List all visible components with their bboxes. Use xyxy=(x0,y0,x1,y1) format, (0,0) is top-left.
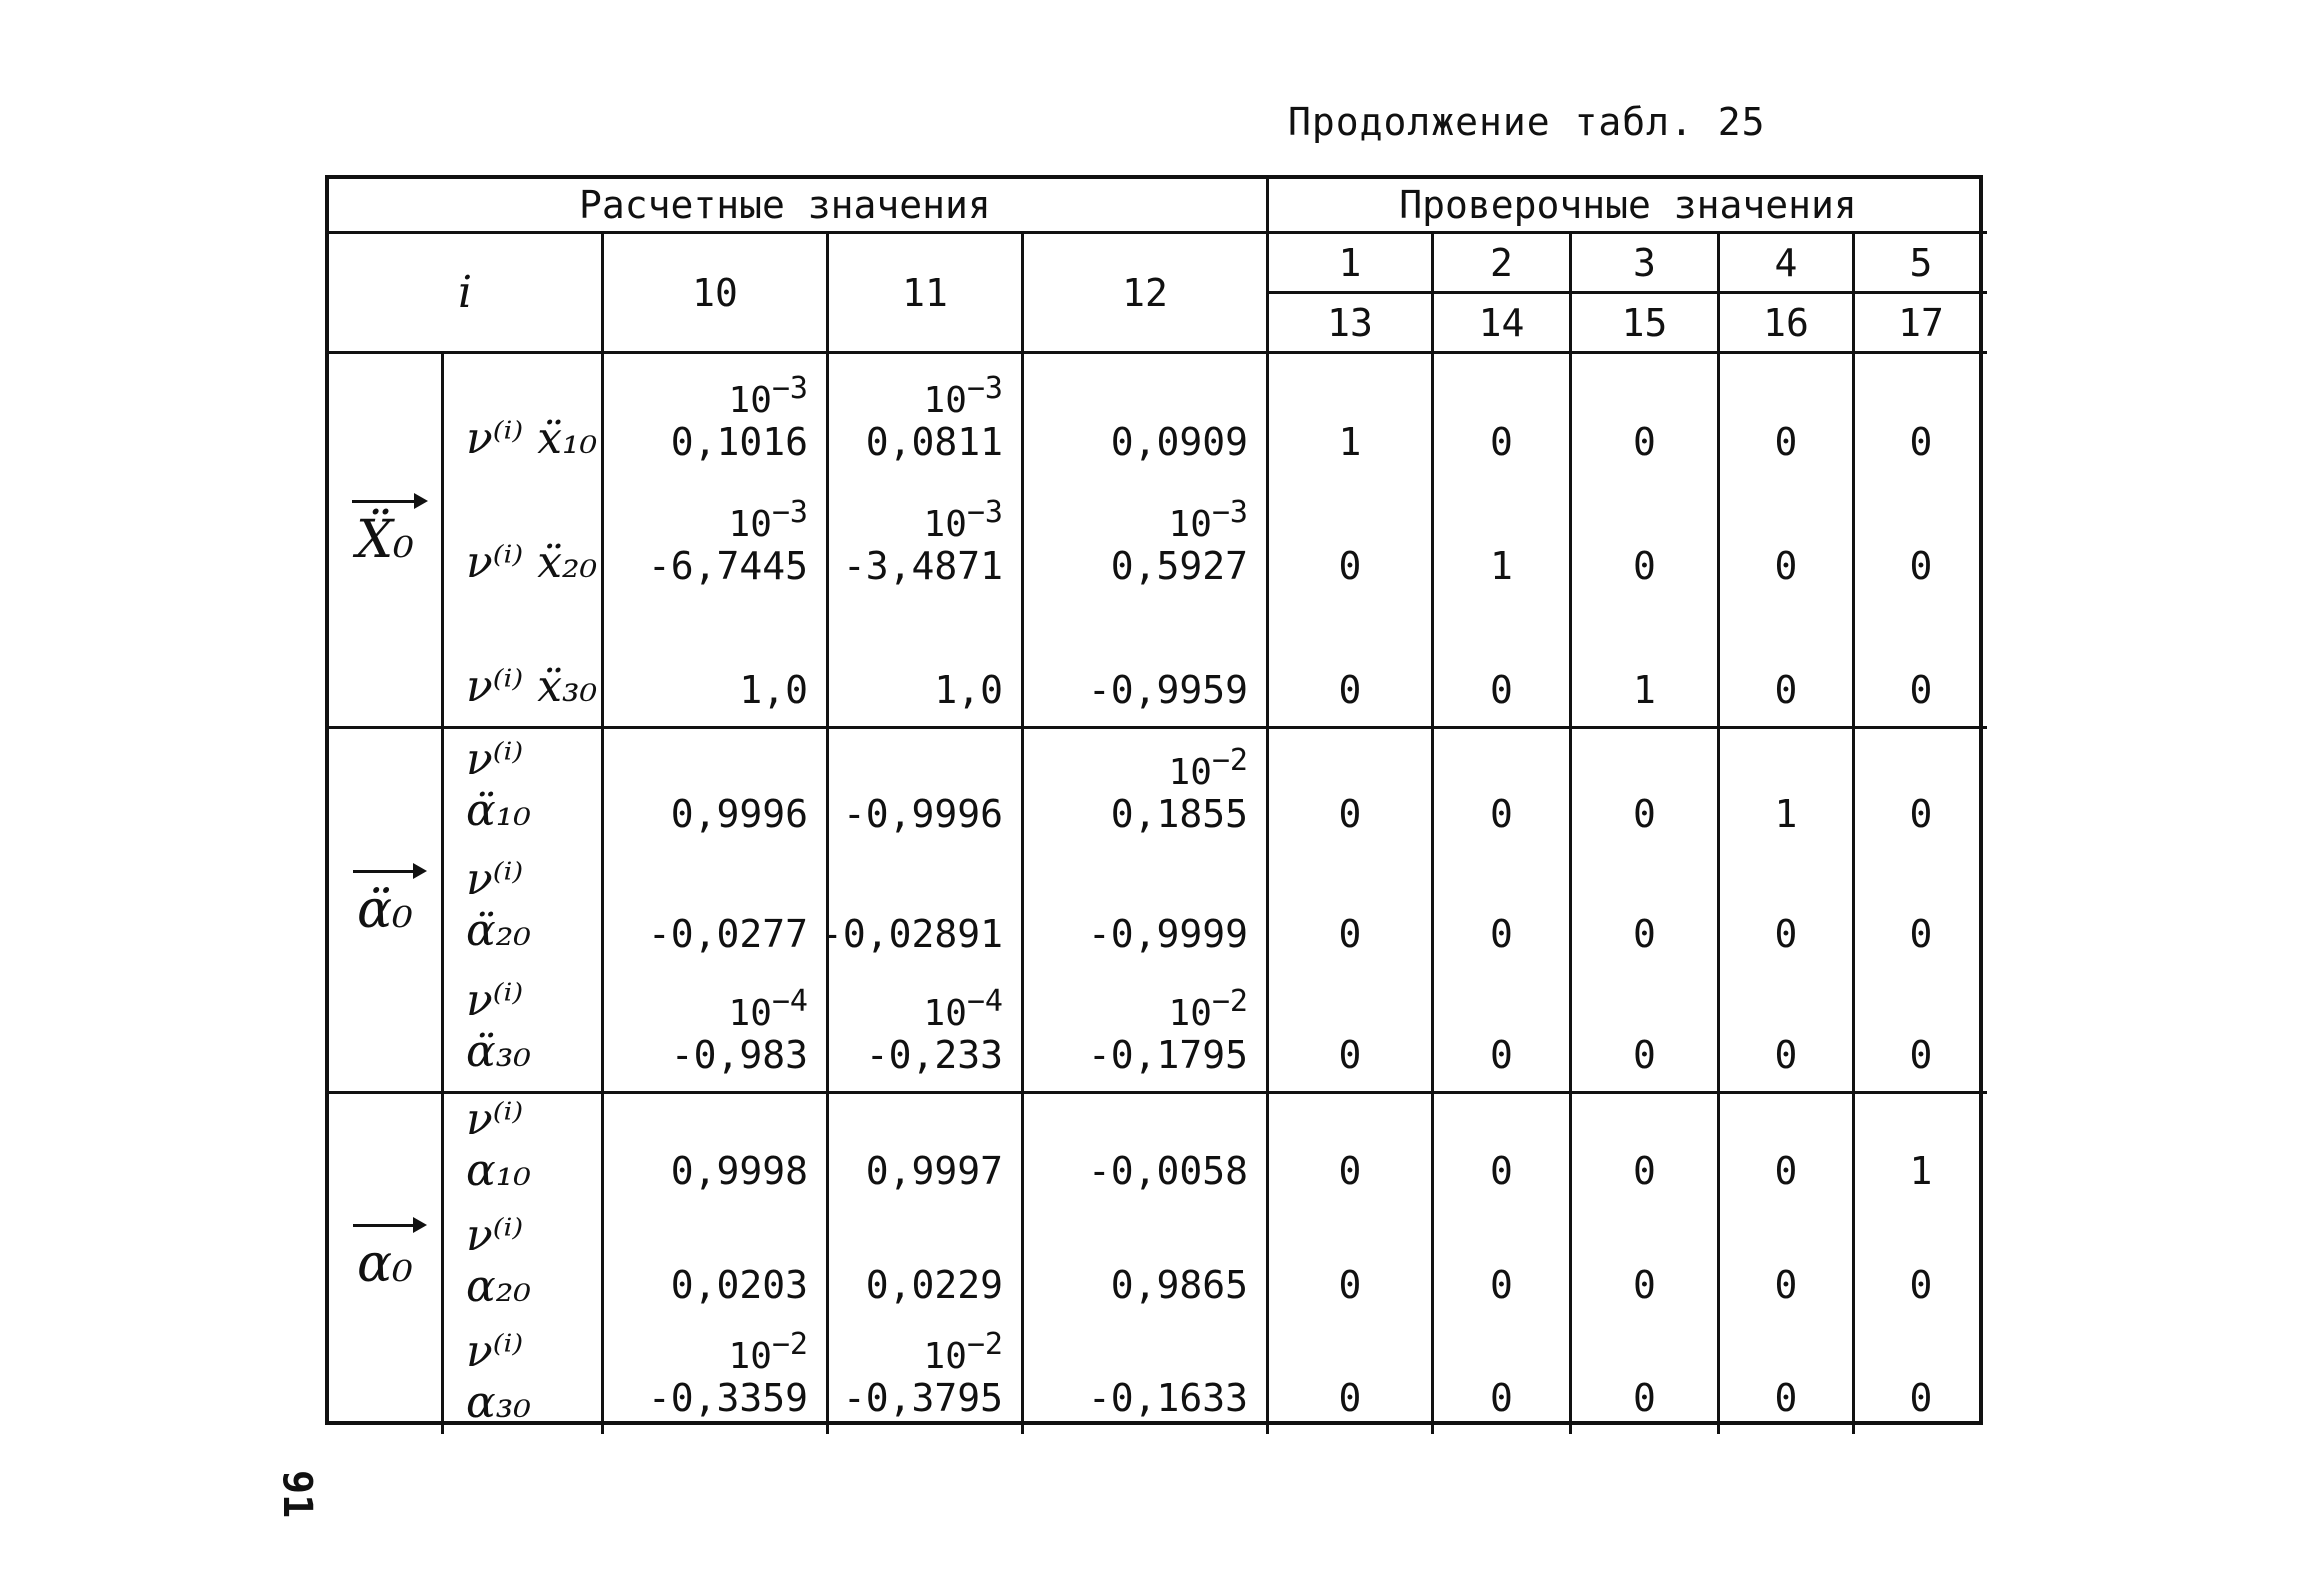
check-value: 0 xyxy=(1774,1262,1798,1307)
scale-power: −3 xyxy=(1211,495,1248,530)
calc-value: -0,233 xyxy=(865,1033,1003,1078)
row-label: ν⁽ⁱ⁾ α̈₃₀ xyxy=(466,975,531,1078)
check-value: 0 xyxy=(1909,668,1933,712)
scale-base: 10 xyxy=(923,1335,967,1377)
calc-value: 0,9996 xyxy=(670,791,808,836)
check-value: 0 xyxy=(1909,791,1933,836)
scale-base: 10 xyxy=(923,504,967,545)
check-column-5 xyxy=(1855,729,1987,1094)
calc-value: -0,1633 xyxy=(1087,1375,1248,1420)
calc-value: 0,0811 xyxy=(865,420,1003,464)
check-column-1 xyxy=(1269,354,1434,729)
check-column-4 xyxy=(1720,1094,1855,1434)
calc-value: -3,4871 xyxy=(842,544,1003,588)
check-column-2 xyxy=(1434,729,1572,1094)
check-column-2 xyxy=(1434,354,1572,729)
scale-factor xyxy=(1169,742,1248,792)
row-label: ν⁽ⁱ⁾ α̈₂₀ xyxy=(466,854,531,957)
check-column-3 xyxy=(1572,1094,1720,1434)
table-caption: Продолжение табл. 25 xyxy=(1288,100,1766,144)
check-value: 0 xyxy=(1490,1375,1513,1420)
check-value: 0 xyxy=(1633,1033,1656,1078)
check-value: 0 xyxy=(1490,420,1513,464)
calc-value: 0,0203 xyxy=(670,1262,808,1307)
scale-base: 10 xyxy=(923,993,967,1035)
data-table xyxy=(325,175,1983,1428)
check-value: 0 xyxy=(1338,912,1362,957)
header-col-11: 11 xyxy=(829,234,1024,354)
check-value: 0 xyxy=(1338,1262,1362,1307)
calc-value: -0,0277 xyxy=(647,912,808,957)
check-column-1 xyxy=(1269,729,1434,1094)
scale-factor xyxy=(729,370,808,420)
calc-value: 0,1016 xyxy=(670,420,808,464)
check-column-4 xyxy=(1720,354,1855,729)
check-column-4 xyxy=(1720,729,1855,1094)
check-column-5 xyxy=(1855,354,1987,729)
check-value: 0 xyxy=(1490,1262,1513,1307)
check-value: 0 xyxy=(1909,420,1933,464)
scale-factor xyxy=(924,1326,1003,1376)
calc-value: -0,3795 xyxy=(842,1375,1003,1420)
scale-factor xyxy=(729,983,808,1033)
row-label: ν⁽ⁱ⁾ ẍ₂₀ xyxy=(466,537,598,588)
check-value: 0 xyxy=(1909,1033,1933,1078)
scale-base: 10 xyxy=(728,504,772,545)
check-value: 0 xyxy=(1338,1149,1362,1194)
calc-value: -0,9959 xyxy=(1087,668,1248,712)
check-value: 1 xyxy=(1633,668,1656,712)
group-symbol-text: Ẍ₀ xyxy=(356,510,414,570)
check-value: 0 xyxy=(1633,1262,1656,1307)
check-value: 0 xyxy=(1338,1375,1362,1420)
check-value: 0 xyxy=(1774,1149,1798,1194)
row-label: ν⁽ⁱ⁾ α₂₀ xyxy=(466,1210,531,1312)
row-label: ν⁽ⁱ⁾ ẍ₃₀ xyxy=(466,661,598,712)
scale-factor xyxy=(924,370,1003,420)
scale-power: −2 xyxy=(966,1326,1003,1362)
header-check-1: 1 xyxy=(1269,234,1434,294)
check-value: 0 xyxy=(1633,1149,1656,1194)
scale-factor xyxy=(729,1326,808,1376)
header-raschetnye: Расчетные значения xyxy=(329,179,1269,234)
check-value: 0 xyxy=(1774,668,1798,712)
calc-column-11 xyxy=(819,729,1024,1094)
check-value: 0 xyxy=(1774,420,1798,464)
group-symbol xyxy=(329,1094,444,1434)
group-symbol xyxy=(329,354,444,729)
calc-value: 0,9998 xyxy=(670,1149,808,1194)
header-col-12: 12 xyxy=(1024,234,1269,354)
calc-value: 1,0 xyxy=(739,668,808,712)
check-value: 0 xyxy=(1490,668,1513,712)
calc-value: 0,0909 xyxy=(1110,420,1248,464)
calc-column-12 xyxy=(1024,729,1269,1094)
check-value: 0 xyxy=(1338,791,1362,836)
check-value: 0 xyxy=(1338,544,1362,588)
calc-value: -0,983 xyxy=(670,1033,808,1078)
check-column-3 xyxy=(1572,729,1720,1094)
check-value: 0 xyxy=(1774,1033,1798,1078)
scale-power: −4 xyxy=(771,984,808,1020)
row-label: ν⁽ⁱ⁾ α̈₁₀ xyxy=(466,733,531,836)
scale-factor xyxy=(924,494,1003,544)
calc-value: 0,0229 xyxy=(865,1262,1003,1307)
check-value: 0 xyxy=(1774,1375,1798,1420)
check-value: 0 xyxy=(1490,1149,1513,1194)
check-value: 0 xyxy=(1909,1262,1933,1307)
check-value: 0 xyxy=(1633,544,1656,588)
scale-base: 10 xyxy=(923,380,967,421)
check-value: 0 xyxy=(1633,420,1656,464)
scale-power: −2 xyxy=(771,1326,808,1362)
check-column-5 xyxy=(1855,1094,1987,1434)
calc-value: -0,02891 xyxy=(819,912,1003,957)
calc-value: -0,9999 xyxy=(1087,912,1248,957)
check-value: 0 xyxy=(1909,912,1933,957)
calc-value: -6,7445 xyxy=(647,544,808,588)
calc-value: 1,0 xyxy=(934,668,1003,712)
check-value: 0 xyxy=(1633,791,1656,836)
group-symbol xyxy=(329,729,444,1094)
row-labels xyxy=(444,729,604,1094)
header-proverochnye: Проверочные значения xyxy=(1269,179,1987,234)
scale-factor xyxy=(1169,494,1248,544)
calc-value: 0,5927 xyxy=(1110,544,1248,588)
check-value: 0 xyxy=(1909,544,1933,588)
scale-base: 10 xyxy=(728,993,772,1035)
check-value: 0 xyxy=(1490,1033,1513,1078)
scale-base: 10 xyxy=(728,1335,772,1377)
header-check-2: 2 xyxy=(1434,234,1572,294)
check-column-1 xyxy=(1269,1094,1434,1434)
header-check-3: 3 xyxy=(1572,234,1720,294)
check-value: 0 xyxy=(1490,791,1513,836)
scale-base: 10 xyxy=(1168,751,1212,793)
calc-value: -0,9996 xyxy=(842,791,1003,836)
calc-column-12 xyxy=(1024,1094,1269,1434)
check-value: 0 xyxy=(1338,1033,1362,1078)
scale-power: −3 xyxy=(966,495,1003,530)
calc-column-10 xyxy=(604,729,829,1094)
header-check-15: 15 xyxy=(1572,294,1720,354)
scale-factor xyxy=(924,983,1003,1033)
check-value: 1 xyxy=(1909,1149,1933,1194)
calc-column-10 xyxy=(604,354,829,729)
group-symbol-text: α₀ xyxy=(357,1234,413,1294)
calc-column-11 xyxy=(829,354,1024,729)
scale-factor xyxy=(1169,983,1248,1033)
check-value: 0 xyxy=(1774,544,1798,588)
scale-power: −4 xyxy=(966,984,1003,1020)
scale-power: −3 xyxy=(771,495,808,530)
check-value: 1 xyxy=(1490,544,1513,588)
calc-column-11 xyxy=(829,1094,1024,1434)
calc-value: 0,9997 xyxy=(865,1149,1003,1194)
header-check-5: 5 xyxy=(1855,234,1987,294)
header-col-10: 10 xyxy=(604,234,829,354)
calc-value: -0,0058 xyxy=(1087,1149,1248,1194)
scale-factor xyxy=(729,494,808,544)
check-column-3 xyxy=(1572,354,1720,729)
header-check-16: 16 xyxy=(1720,294,1855,354)
calc-column-12 xyxy=(1024,354,1269,729)
check-value: 0 xyxy=(1490,912,1513,957)
check-value: 0 xyxy=(1633,1375,1656,1420)
row-label: ν⁽ⁱ⁾ α₁₀ xyxy=(466,1094,531,1196)
check-column-2 xyxy=(1434,1094,1572,1434)
row-label: ν⁽ⁱ⁾ α₃₀ xyxy=(466,1326,531,1428)
check-value: 1 xyxy=(1774,791,1798,836)
header-i: i xyxy=(329,234,604,354)
scale-base: 10 xyxy=(1168,504,1212,545)
scale-power: −3 xyxy=(966,371,1003,406)
check-value: 0 xyxy=(1338,668,1362,712)
check-value: 1 xyxy=(1338,420,1362,464)
calc-value: 0,9865 xyxy=(1110,1262,1248,1307)
scale-base: 10 xyxy=(728,380,772,421)
row-labels xyxy=(444,354,604,729)
row-label: ν⁽ⁱ⁾ ẍ₁₀ xyxy=(466,413,598,464)
scale-base: 10 xyxy=(1168,993,1212,1035)
header-check-14: 14 xyxy=(1434,294,1572,354)
calc-value: -0,3359 xyxy=(647,1375,808,1420)
check-value: 0 xyxy=(1633,912,1656,957)
scale-power: −3 xyxy=(771,371,808,406)
calc-value: -0,1795 xyxy=(1087,1033,1248,1078)
check-value: 0 xyxy=(1909,1375,1933,1420)
check-value: 0 xyxy=(1774,912,1798,957)
calc-column-10 xyxy=(604,1094,829,1434)
row-labels xyxy=(444,1094,604,1434)
calc-value: 0,1855 xyxy=(1110,791,1248,836)
scale-power: −2 xyxy=(1211,742,1248,778)
scale-power: −2 xyxy=(1211,984,1248,1020)
header-check-4: 4 xyxy=(1720,234,1855,294)
group-symbol-text: α̈₀ xyxy=(357,880,413,940)
page-number: 91 xyxy=(274,1470,320,1519)
header-check-13: 13 xyxy=(1269,294,1434,354)
header-check-17: 17 xyxy=(1855,294,1987,354)
